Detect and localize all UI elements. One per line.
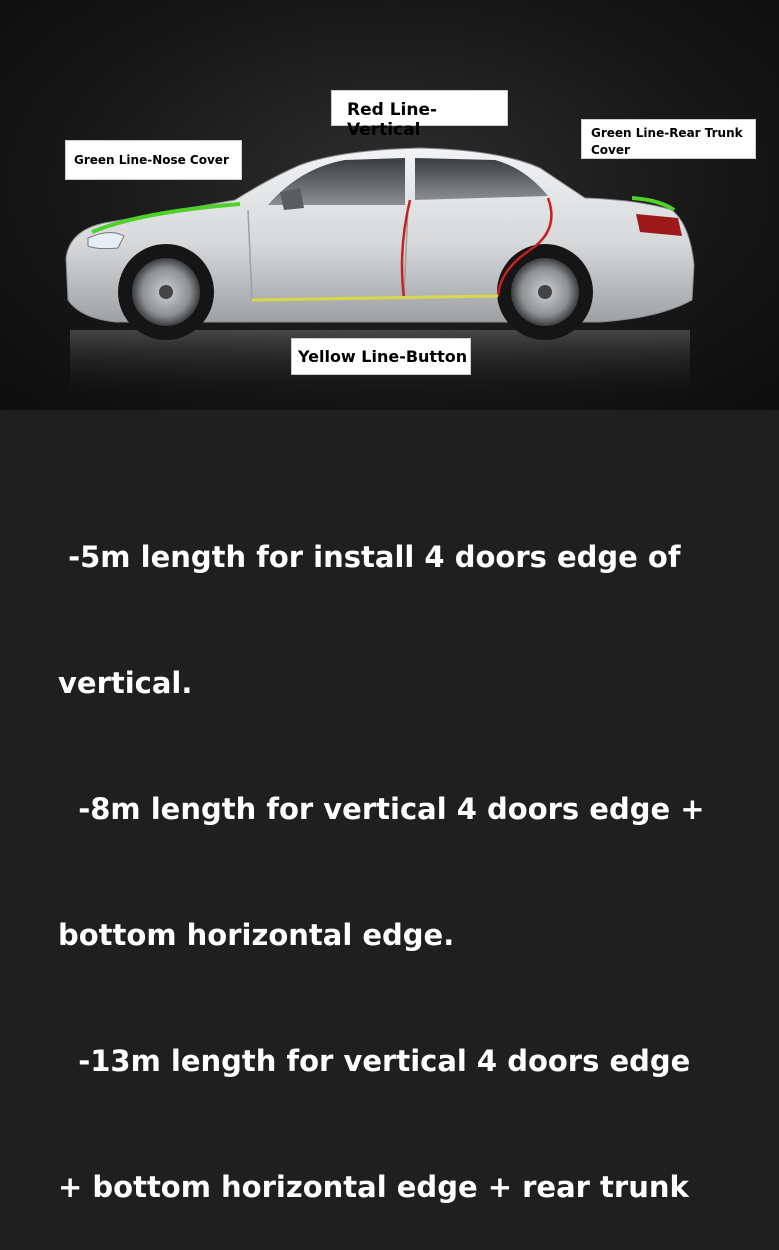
label-green-trunk: Green Line-Rear Trunk Cover [581,119,756,159]
description-line: bottom horizontal edge. [58,918,455,952]
length-description [58,452,758,1250]
description-line: + bottom horizontal edge + rear trunk [58,1170,689,1204]
side-mirror [280,188,304,210]
description-line: -13m length for vertical 4 doors edge [58,1044,691,1078]
label-red-line: Red Line-Vertical [331,90,508,126]
label-green-nose: Green Line-Nose Cover [65,140,242,180]
label-yellow-line: Yellow Line-Button [291,338,471,375]
description-line: vertical. [58,666,193,700]
car-photo [0,0,779,410]
description-line: -8m length for vertical 4 doors edge + [58,792,705,826]
description-line: -5m length for install 4 doors edge of [58,540,681,574]
